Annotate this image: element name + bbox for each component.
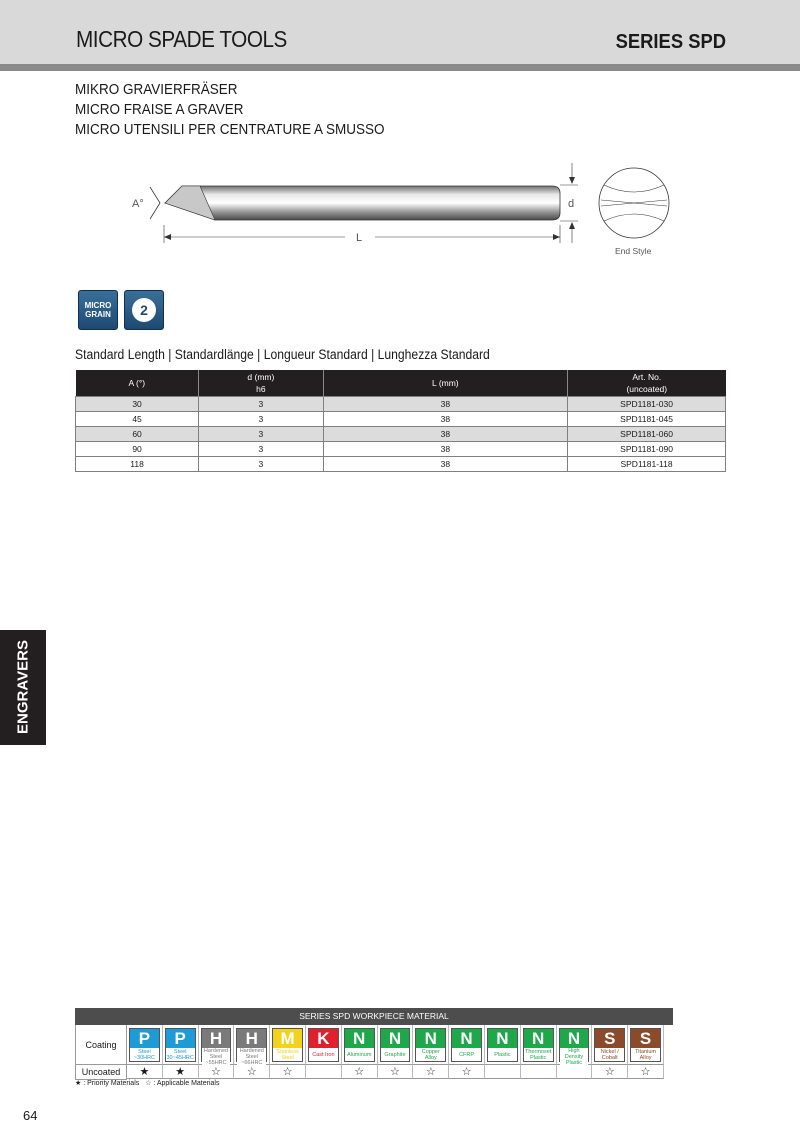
material-letter: S (604, 1029, 616, 1048)
material-rating-star: ☆ (378, 1065, 414, 1079)
page-title: MICRO SPADE TOOLS (76, 26, 287, 52)
angle-label: A° (132, 198, 144, 210)
page-number: 64 (23, 1108, 38, 1123)
material-cell (127, 1025, 163, 1065)
tool-drawing (120, 155, 680, 265)
cell-angle: 118 (76, 457, 199, 472)
flute-count-badge (124, 290, 164, 330)
material-cell (449, 1025, 485, 1065)
cell-art-no: SPD1181-030 (568, 397, 726, 412)
material-badge (236, 1028, 267, 1066)
material-badge (344, 1028, 375, 1062)
material-cell (163, 1025, 199, 1065)
table-row (76, 412, 726, 427)
material-rating-star: ☆ (342, 1065, 378, 1079)
cell-art-no: SPD1181-118 (568, 457, 726, 472)
col-header-length: L (mm) (323, 370, 567, 397)
subtitle-italian: MICRO UTENSILI PER CENTRATURE A SMUSSO (75, 121, 385, 138)
material-cell (557, 1025, 593, 1065)
material-letter: N (353, 1029, 366, 1048)
material-description: Stainless Steel (273, 1048, 302, 1061)
material-badge (415, 1028, 446, 1062)
material-letter: P (138, 1029, 151, 1048)
material-rating-star (521, 1065, 557, 1079)
material-rating-star: ☆ (592, 1065, 628, 1079)
material-cell (521, 1025, 557, 1065)
material-badge (559, 1028, 590, 1066)
angle-marker (150, 187, 160, 219)
material-letter: N (388, 1029, 402, 1048)
uncoated-label: Uncoated (76, 1065, 127, 1080)
material-letter: N (567, 1029, 581, 1048)
material-badge (451, 1028, 482, 1062)
workpiece-material-table (75, 1008, 673, 1080)
legend-priority: : Priority Materials (83, 1080, 140, 1087)
material-cell (413, 1025, 449, 1065)
material-badge (272, 1028, 303, 1062)
cell-angle: 30 (76, 397, 199, 412)
material-description: Titanium Alloy (631, 1048, 660, 1061)
cell-art-no: SPD1181-090 (568, 442, 726, 457)
material-rating-star: ☆ (628, 1065, 664, 1079)
material-badge (630, 1028, 661, 1062)
material-badge (129, 1028, 160, 1062)
material-rating-star: ☆ (234, 1065, 270, 1079)
cell-art-no: SPD1181-060 (568, 427, 726, 442)
cell-angle: 45 (76, 412, 199, 427)
diameter-label: d (568, 198, 575, 210)
material-cell (234, 1025, 270, 1065)
side-tab-label: ENGRAVERS (14, 640, 32, 734)
material-letter: N (424, 1029, 437, 1048)
material-badge (487, 1028, 518, 1062)
subtitle-german: MIKRO GRAVIERFRÄSER (75, 81, 238, 98)
material-cell (270, 1025, 306, 1065)
material-rating-star: ☆ (270, 1065, 306, 1079)
material-description: High Density Plastic (560, 1048, 589, 1066)
cell-length: 38 (323, 412, 567, 427)
cell-length: 38 (323, 427, 567, 442)
material-rating-star (306, 1065, 342, 1079)
table-row (76, 442, 726, 457)
cell-diameter: 3 (199, 457, 323, 472)
material-cell (306, 1025, 342, 1065)
spec-table (75, 370, 726, 472)
material-description: Nickel / Cobalt (595, 1048, 624, 1061)
material-description: CFRP (452, 1048, 481, 1061)
section-title: Standard Length | Standardlänge | Longueur Standard | Lunghezza Standard (75, 347, 490, 362)
material-cell (342, 1025, 378, 1065)
material-badge (523, 1028, 554, 1062)
material-cell (592, 1025, 628, 1065)
material-rating-star: ★ (163, 1065, 199, 1079)
tool-shank (165, 186, 560, 220)
material-rating-star: ☆ (413, 1065, 449, 1079)
micro-grain-label: MICRO GRAIN (84, 301, 112, 319)
material-badge (594, 1028, 625, 1062)
material-table-title: SERIES SPD WORKPIECE MATERIAL (75, 1008, 673, 1025)
cell-diameter: 3 (199, 397, 323, 412)
table-row (76, 457, 726, 472)
material-description: Thermoset Plastic (525, 1048, 552, 1061)
material-description: Copper Alloy (416, 1048, 445, 1061)
material-description: Hardened Steel ~55HRC (202, 1048, 231, 1066)
material-description: Plastic (488, 1048, 517, 1061)
material-cell (378, 1025, 414, 1065)
material-cell (485, 1025, 521, 1065)
material-letter: P (174, 1029, 186, 1048)
material-letter: N (496, 1029, 509, 1048)
material-letter: S (639, 1029, 652, 1048)
material-description: Hardened Steel ~66HRC (237, 1048, 266, 1066)
cell-diameter: 3 (199, 412, 323, 427)
material-rating-star: ☆ (449, 1065, 485, 1079)
material-letter: H (245, 1029, 258, 1048)
material-letter: M (280, 1029, 295, 1048)
cell-diameter: 3 (199, 442, 323, 457)
subtitle-french: MICRO FRAISE A GRAVER (75, 101, 244, 118)
feature-badges (78, 290, 164, 330)
col-header-angle: A (°) (76, 370, 199, 397)
material-badge (308, 1028, 339, 1062)
col-header-diameter: d (mm) h6 (199, 370, 323, 397)
material-rating-star (485, 1065, 521, 1079)
material-letter: K (317, 1029, 330, 1048)
cell-angle: 60 (76, 427, 199, 442)
uncoated-row (75, 1065, 673, 1080)
material-rating-star (557, 1065, 593, 1079)
material-badge (380, 1028, 411, 1062)
table-row (76, 427, 726, 442)
length-label: L (356, 232, 363, 244)
material-description: Steel ~30HRC (130, 1048, 159, 1061)
material-description: Graphite (381, 1048, 410, 1061)
table-row (76, 397, 726, 412)
coating-label: Coating (76, 1025, 127, 1065)
cell-length: 38 (323, 442, 567, 457)
material-letter: H (209, 1029, 223, 1048)
coating-row (75, 1025, 673, 1065)
material-cell (199, 1025, 235, 1065)
material-letter: N (460, 1029, 473, 1048)
material-badge (201, 1028, 232, 1066)
table-header-row (76, 370, 726, 397)
micro-grain-badge (78, 290, 118, 330)
material-rating-star: ☆ (199, 1065, 235, 1079)
material-description: Steel 30~45HRC (166, 1048, 194, 1061)
material-description: Cast Iron (309, 1048, 338, 1061)
cell-length: 38 (323, 457, 567, 472)
material-letter: N (532, 1029, 545, 1048)
col-header-art-no: Art. No. (uncoated) (568, 370, 726, 397)
series-title: SERIES SPD (615, 31, 726, 53)
applicable-star-icon: ☆ (145, 1080, 152, 1087)
material-rating-star: ★ (127, 1065, 163, 1079)
cell-diameter: 3 (199, 427, 323, 442)
subtitle-block (75, 80, 419, 140)
material-badge (165, 1028, 196, 1062)
material-description: Aluminum (345, 1048, 374, 1061)
end-style-label: End Style (615, 246, 652, 256)
priority-star-icon: ★ (75, 1080, 82, 1087)
header-divider (0, 64, 800, 71)
cell-art-no: SPD1181-045 (568, 412, 726, 427)
cell-length: 38 (323, 397, 567, 412)
material-legend (75, 1079, 219, 1087)
flute-count-icon: 2 (132, 298, 156, 322)
cell-angle: 90 (76, 442, 199, 457)
material-cell (628, 1025, 664, 1065)
legend-applicable: : Applicable Materials (153, 1080, 220, 1087)
